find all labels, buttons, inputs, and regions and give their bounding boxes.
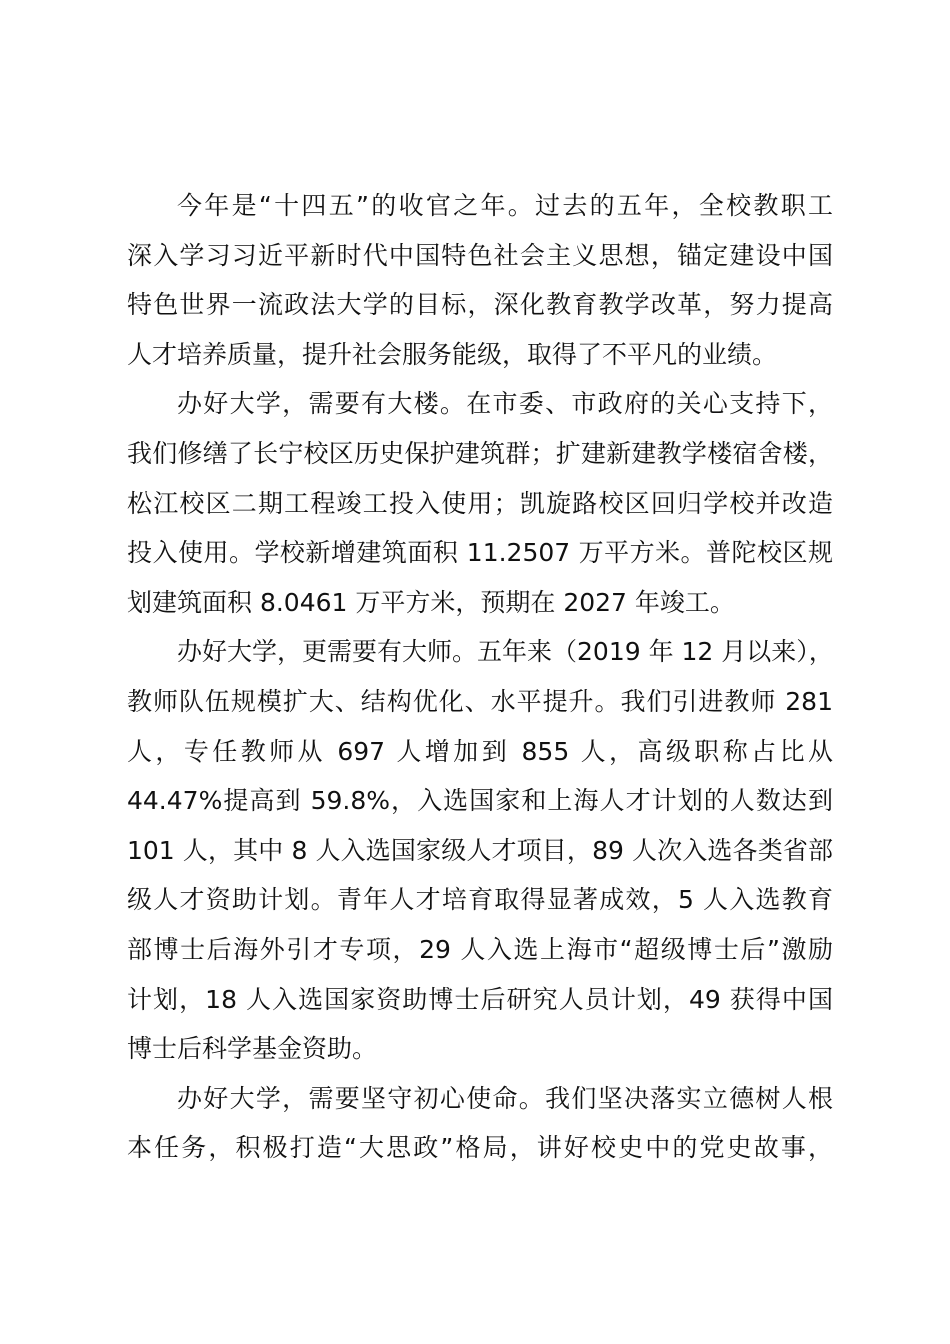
paragraph-mission <box>127 1074 833 1173</box>
text-line: 本任务，积极打造“大思政”格局，讲好校史中的党史故事， <box>127 1133 833 1163</box>
text-line: 办好大学，需要有大楼。在市委、市政府的关心支持下， <box>177 389 833 419</box>
text-line: 级人才资助计划。青年人才培育取得显著成效，5 人入选教育 <box>127 885 833 915</box>
text-line: 今年是“十四五”的收官之年。过去的五年，全校教职工 <box>177 191 833 220</box>
paragraph-faculty <box>127 627 833 1073</box>
text-line: 博士后科学基金资助。 <box>127 1034 378 1064</box>
paragraph-buildings <box>127 379 833 627</box>
text-line: 人，专任教师从 697 人增加到 855 人，高级职称占比从 <box>127 736 833 766</box>
document-body <box>127 181 833 1173</box>
text-line: 划建筑面积 8.0461 万平方米，预期在 2027 年竣工。 <box>127 587 735 617</box>
text-line: 教师队伍规模扩大、结构优化、水平提升。我们引进教师 281 <box>127 686 833 716</box>
text-line: 计划，18 人入选国家资助博士后研究人员计划，49 获得中国 <box>127 984 833 1014</box>
text-line: 办好大学，更需要有大师。五年来（2019 年 12 月以来）， <box>177 637 834 667</box>
text-line: 44.47%提高到 59.8%，入选国家和上海人才计划的人数达到 <box>127 786 833 816</box>
text-line: 办好大学，需要坚守初心使命。我们坚决落实立德树人根 <box>177 1083 833 1113</box>
text-line: 101 人，其中 8 人入选国家级人才项目，89 人次入选各类省部 <box>127 835 833 865</box>
text-line: 特色世界一流政法大学的目标，深化教育教学改革，努力提高 <box>127 290 833 320</box>
text-line: 人才培养质量，提升社会服务能级，取得了不平凡的业绩。 <box>127 339 778 369</box>
paragraph-five-year-review <box>127 181 833 379</box>
text-line: 投入使用。学校新增建筑面积 11.2507 万平方米。普陀校区规 <box>127 538 833 568</box>
text-line: 松江校区二期工程竣工投入使用；凯旋路校区回归学校并改造 <box>127 488 833 518</box>
text-line: 部博士后海外引才专项，29 人入选上海市“超级博士后”激励 <box>127 934 833 964</box>
text-line: 我们修缮了长宁校区历史保护建筑群；扩建新建教学楼宿舍楼， <box>127 438 833 468</box>
text-line: 深入学习习近平新时代中国特色社会主义思想，锚定建设中国 <box>127 240 833 270</box>
